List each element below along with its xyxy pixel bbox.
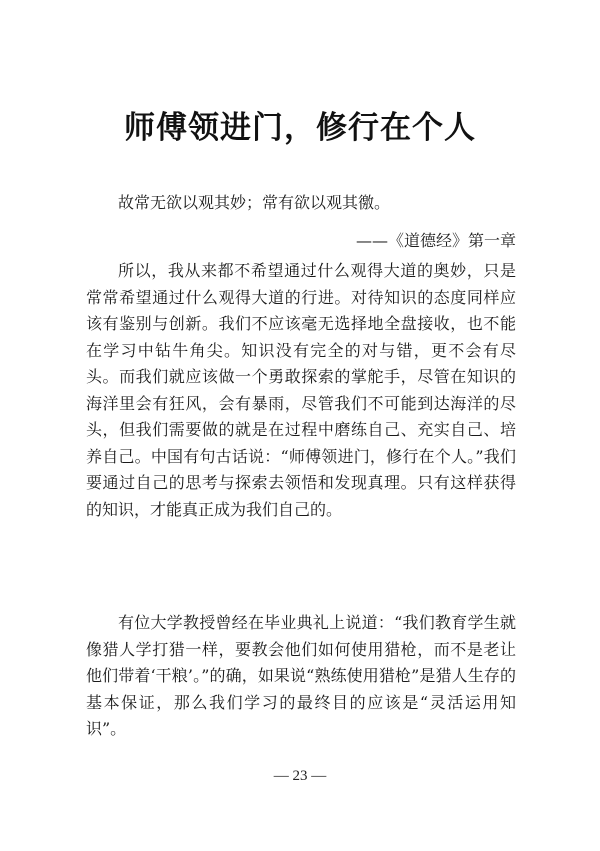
epigraph-quote: 故常无欲以观其妙；常有欲以观其徼。: [118, 193, 391, 212]
epigraph-source: ——《道德经》第一章: [355, 231, 516, 250]
page-number: — 23 —: [273, 768, 327, 784]
body-paragraph-1: 所以，我从来都不希望通过什么观得大道的奥妙，只是常常希望通过什么观得大道的行进。对待知识的态度同样应该有鉴别与创新。我们不应该毫无选择地全盘接收，也不能在学习中钻牛角尖。知识没有完全的对与错，更不会有尽头。而我们就应该做一个勇敢探索的掌舵手，尽管在知识的海洋里会有狂风，会有暴雨，尽管我们不可能到达海洋的尽头，但我们需要做的就是在过程中磨练自己、充实自己、培养自己。中国有句古话说：“师傅领进门，修行在个人。”我们要通过自己的思考与探索去领悟和发现真理。只有这样获得的知识，才能真正成为我们自己的。: [86, 261, 516, 519]
chapter-title: 师傅领进门，修行在个人: [124, 110, 476, 146]
body-paragraph-2: 有位大学教授曾经在毕业典礼上说道：“我们教育学生就像猎人学打猎一样，要教会他们如何使用猎枪，而不是老让他们带着‘干粮’。”的确，如果说“熟练使用猎枪”是猎人生存的基本保证，那么我们学习的最终目的应该是“灵活运用知识”。: [86, 613, 516, 738]
